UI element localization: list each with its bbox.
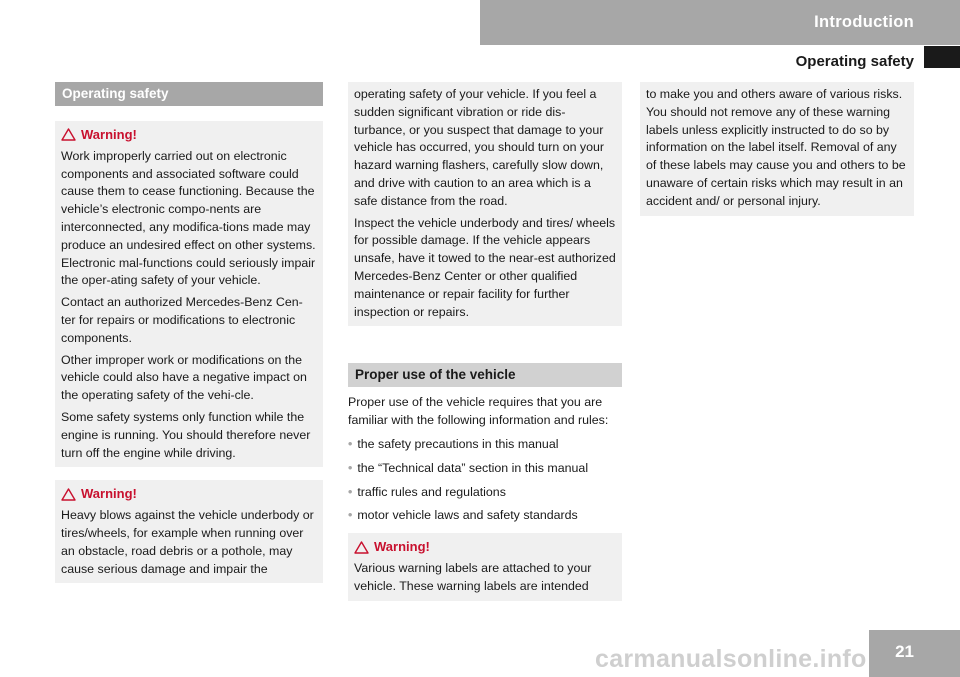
- warning-triangle-icon: [61, 488, 76, 501]
- column-1: [55, 82, 323, 583]
- watermark: carmanualsonline.info: [595, 645, 867, 673]
- warning-paragraph: to make you and others aware of various risks. You should not remove any of these warning labels unless explicitly instructed to do so by information on the label itself. Removal of any of these labels may cause you and others to be unaware of certain risks which may result in an accident and/ or personal injury.: [646, 87, 906, 208]
- warning-paragraph: Other improper work or modifications on the vehicle could also have a negative impact on the operating safety of the vehi-cle.: [61, 352, 307, 403]
- warning-paragraph: Heavy blows against the vehicle underbody or tires/wheels, for example when running over an obstacle, road debris or a pothole, may cause serious damage and impair the: [61, 508, 314, 576]
- warning-box-labels: [348, 533, 622, 600]
- bullet-dot-icon: •: [348, 436, 353, 451]
- warning-paragraph: Work improperly carried out on electronic components and associated software could cause them to cease functioning. Because the vehicle’s electronic compo-nents are interconnected, any modifica-tions made may produce an undesired effect on other systems. Electronic mal-functions could seriously impair the oper-ating safety of your vehicle.: [61, 148, 316, 288]
- bullet-dot-icon: •: [348, 508, 353, 523]
- list-item: • the “Technical data” section in this manual: [348, 460, 622, 478]
- warning-paragraph: Various warning labels are attached to your vehicle. These warning labels are intended: [354, 560, 592, 593]
- warning-box-underbody: [55, 480, 323, 583]
- list-item: • motor vehicle laws and safety standards: [348, 507, 622, 525]
- section-heading: Operating safety: [795, 53, 914, 70]
- heading-marker: [924, 46, 960, 68]
- proper-use-list: [348, 436, 622, 525]
- warning-triangle-icon: [354, 541, 369, 554]
- warning-box-underbody-continued: [348, 82, 622, 326]
- column-2: [348, 82, 622, 601]
- warning-box-labels-continued: [640, 82, 914, 216]
- warning-paragraph: Inspect the vehicle underbody and tires/ wheels for possible damage. If the vehicle appears unsafe, have it towed to the near-est authorized Mercedes-Benz Center or other qualified maintenance or repair facility for further inspection or repairs.: [354, 215, 616, 319]
- warning-paragraph: Contact an authorized Mercedes-Benz Cen-ter for repairs or modifications to electronic components.: [61, 295, 303, 345]
- chapter-tab: [480, 0, 960, 45]
- list-item: • traffic rules and regulations: [348, 484, 622, 502]
- warning-triangle-icon: [61, 128, 76, 141]
- warning-title: Warning!: [61, 485, 317, 503]
- section-title-proper-use: Proper use of the vehicle: [348, 363, 622, 387]
- warning-paragraph: Some safety systems only function while the engine is running. You should therefore never turn off the engine while driving.: [61, 409, 311, 460]
- chapter-title: Introduction: [814, 13, 914, 31]
- column-3: [640, 82, 914, 216]
- warning-box-electronics: [55, 121, 323, 467]
- warning-title: Warning!: [61, 126, 317, 144]
- warning-paragraph: operating safety of your vehicle. If you feel a sudden significant vibration or ride dis-turbance, or you suspect that damage to your vehicle has occurred, you should turn on your hazard warning flashers, carefully slow down, and drive with caution to an area which is a safe distance from the road.: [354, 87, 605, 208]
- page-number: 21: [869, 630, 960, 677]
- section-title-operating-safety: Operating safety: [55, 82, 323, 106]
- warning-title: Warning!: [354, 538, 616, 556]
- proper-use-intro: Proper use of the vehicle requires that you are familiar with the following information and rules:: [348, 395, 609, 428]
- bullet-dot-icon: •: [348, 484, 353, 499]
- list-item: • the safety precautions in this manual: [348, 436, 622, 454]
- bullet-dot-icon: •: [348, 460, 353, 475]
